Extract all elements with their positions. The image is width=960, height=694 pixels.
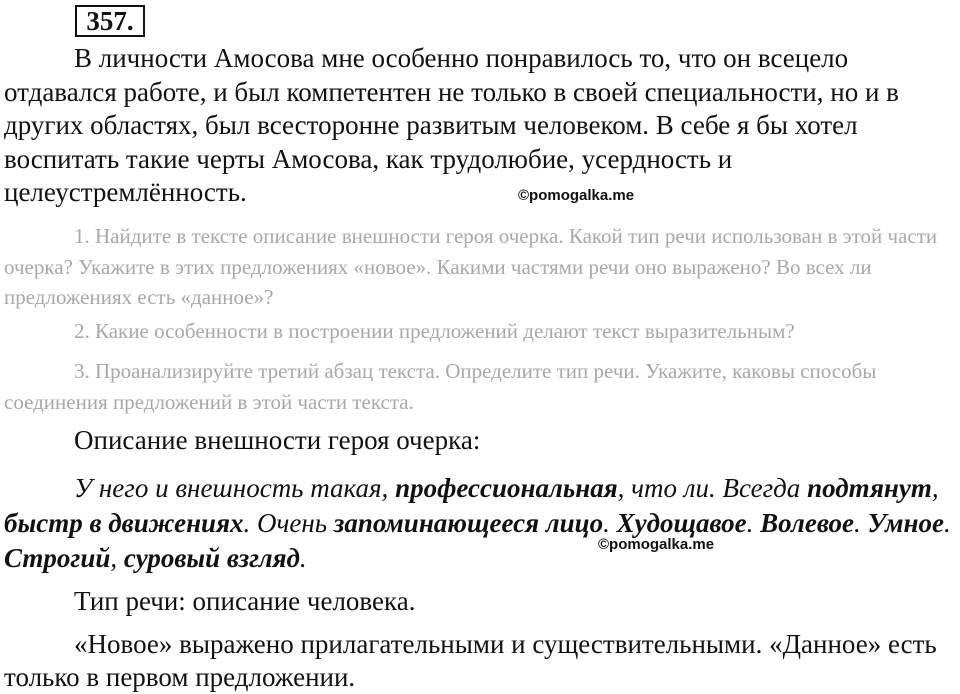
speech-type: Тип речи: описание человека. — [74, 586, 416, 616]
conclusion: «Новое» выражено прилагательными и существительными. «Данное» есть только в первом предложении. — [4, 629, 937, 692]
quote-text: . — [603, 508, 617, 538]
quote-text: , — [931, 473, 939, 503]
quote-text: . — [854, 508, 868, 538]
quote-paragraph — [4, 471, 956, 576]
quote-text: У него и внешность такая, — [74, 473, 396, 503]
quote-highlight: суровый взгляд — [123, 543, 300, 573]
quote-highlight: подтянут — [807, 473, 932, 503]
question-1: 1. Найдите в тексте описание внешности героя очерка. Какой тип речи использован в этой части очерка? Укажите в этих предложениях «новое». Какими частями речи оно выражено? Во всех ли предложениях есть «данное»? — [4, 224, 938, 309]
quote-highlight: Волевое — [760, 508, 855, 538]
quote-text: . Очень — [243, 508, 334, 538]
quote-highlight: профессиональная — [395, 473, 618, 503]
quote-text: . — [299, 543, 307, 573]
quote-text: , что ли. Всегда — [617, 473, 808, 503]
quote-highlight: Умное — [867, 508, 944, 538]
watermark: ©pomogalka.me — [598, 536, 715, 553]
quote-highlight: запоминающееся лицо — [333, 508, 604, 538]
description-heading: Описание внешности героя очерка: — [74, 425, 481, 455]
question-3: 3. Проанализируйте третий абзац текста. Определите тип речи. Укажите, каковы способы соединения предложений в этой части текста. — [4, 359, 877, 414]
quote-text: , — [110, 543, 124, 573]
answer-paragraph: В личности Амосова мне особенно понравилось то, что он всецело отдавался работе, и был компетентен не только в своей специальности, но и в других областях, был всесторонне развитым человеком. В себе я бы хотел воспитать такие черты Амосова, как трудолюбие, усердность и целеустремлённость. — [4, 43, 899, 207]
quote-highlight: Строгий — [4, 543, 111, 573]
exercise-number: 357. — [75, 5, 145, 37]
quote-text: . — [943, 508, 951, 538]
question-2: 2. Какие особенности в построении предложений делают текст выразительным? — [74, 319, 795, 343]
quote-highlight: быстр в движениях — [4, 508, 244, 538]
quote-highlight: Худощавое — [616, 508, 747, 538]
watermark: ©pomogalka.me — [518, 187, 635, 204]
quote-text: . — [746, 508, 761, 538]
